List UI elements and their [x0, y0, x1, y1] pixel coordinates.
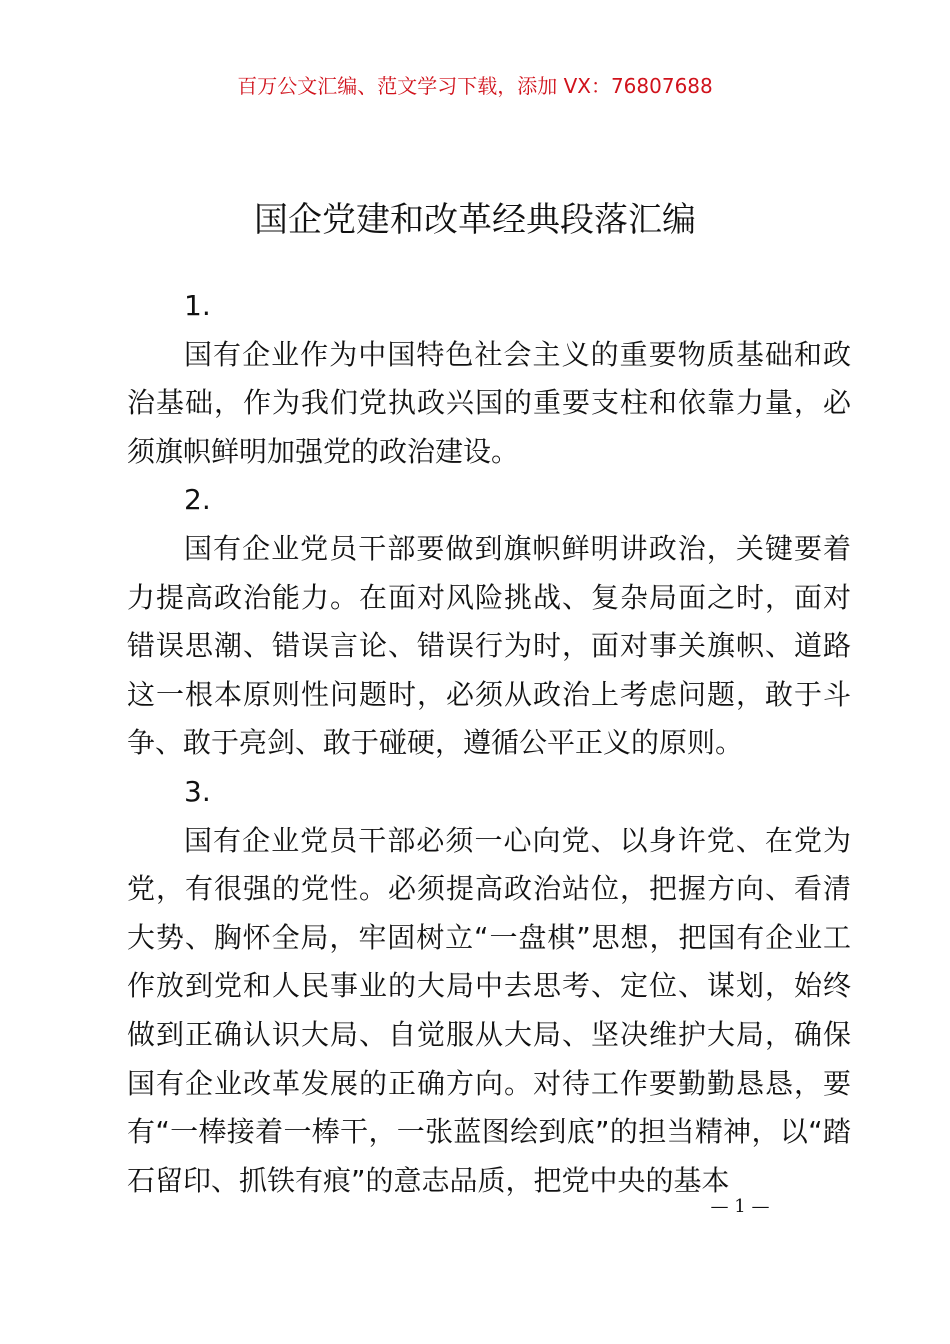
- document-body: [127, 282, 851, 1205]
- header-note: 百万公文汇编、范文学习下载，添加 VX：76807688: [237, 74, 713, 98]
- section-number: 3.: [184, 774, 211, 808]
- section-paragraph: 国有企业作为中国特色社会主义的重要物质基础和政治基础，作为我们党执政兴国的重要支柱和依靠力量，必须旗帜鲜明加强党的政治建设。: [127, 337, 851, 468]
- page-number: — 1 —: [710, 1196, 770, 1217]
- section-number: 1.: [184, 289, 211, 322]
- page-title: 国企党建和改革经典段落汇编: [254, 200, 696, 240]
- section-paragraph: 国有企业党员干部要做到旗帜鲜明讲政治，关键要着力提高政治能力。在面对风险挑战、复杂局面之时，面对错误思潮、错误言论、错误行为时，面对事关旗帜、道路这一根本原则性问题时，必须从政治上考虑问题，敢于斗争、敢于亮剑、敢于碰硬，遵循公平正义的原则。: [127, 531, 851, 760]
- section-paragraph: 国有企业党员干部必须一心向党、以身许党、在党为党，有很强的党性。必须提高政治站位，把握方向、看清大势、胸怀全局，牢固树立“一盘棋”思想，把国有企业工作放到党和人民事业的大局中去思考、定位、谋划，始终做到正确认识大局、自觉服从大局、坚决维护大局，确保国有企业改革发展的正确方向。对待工作要勤勤恳恳，要有“一棒接着一棒干，一张蓝图绘到底”的担当精神，以“踏石留印、抓铁有痕”的意志品质，把党中央的基本: [127, 823, 851, 1197]
- section-number: 2.: [184, 483, 211, 517]
